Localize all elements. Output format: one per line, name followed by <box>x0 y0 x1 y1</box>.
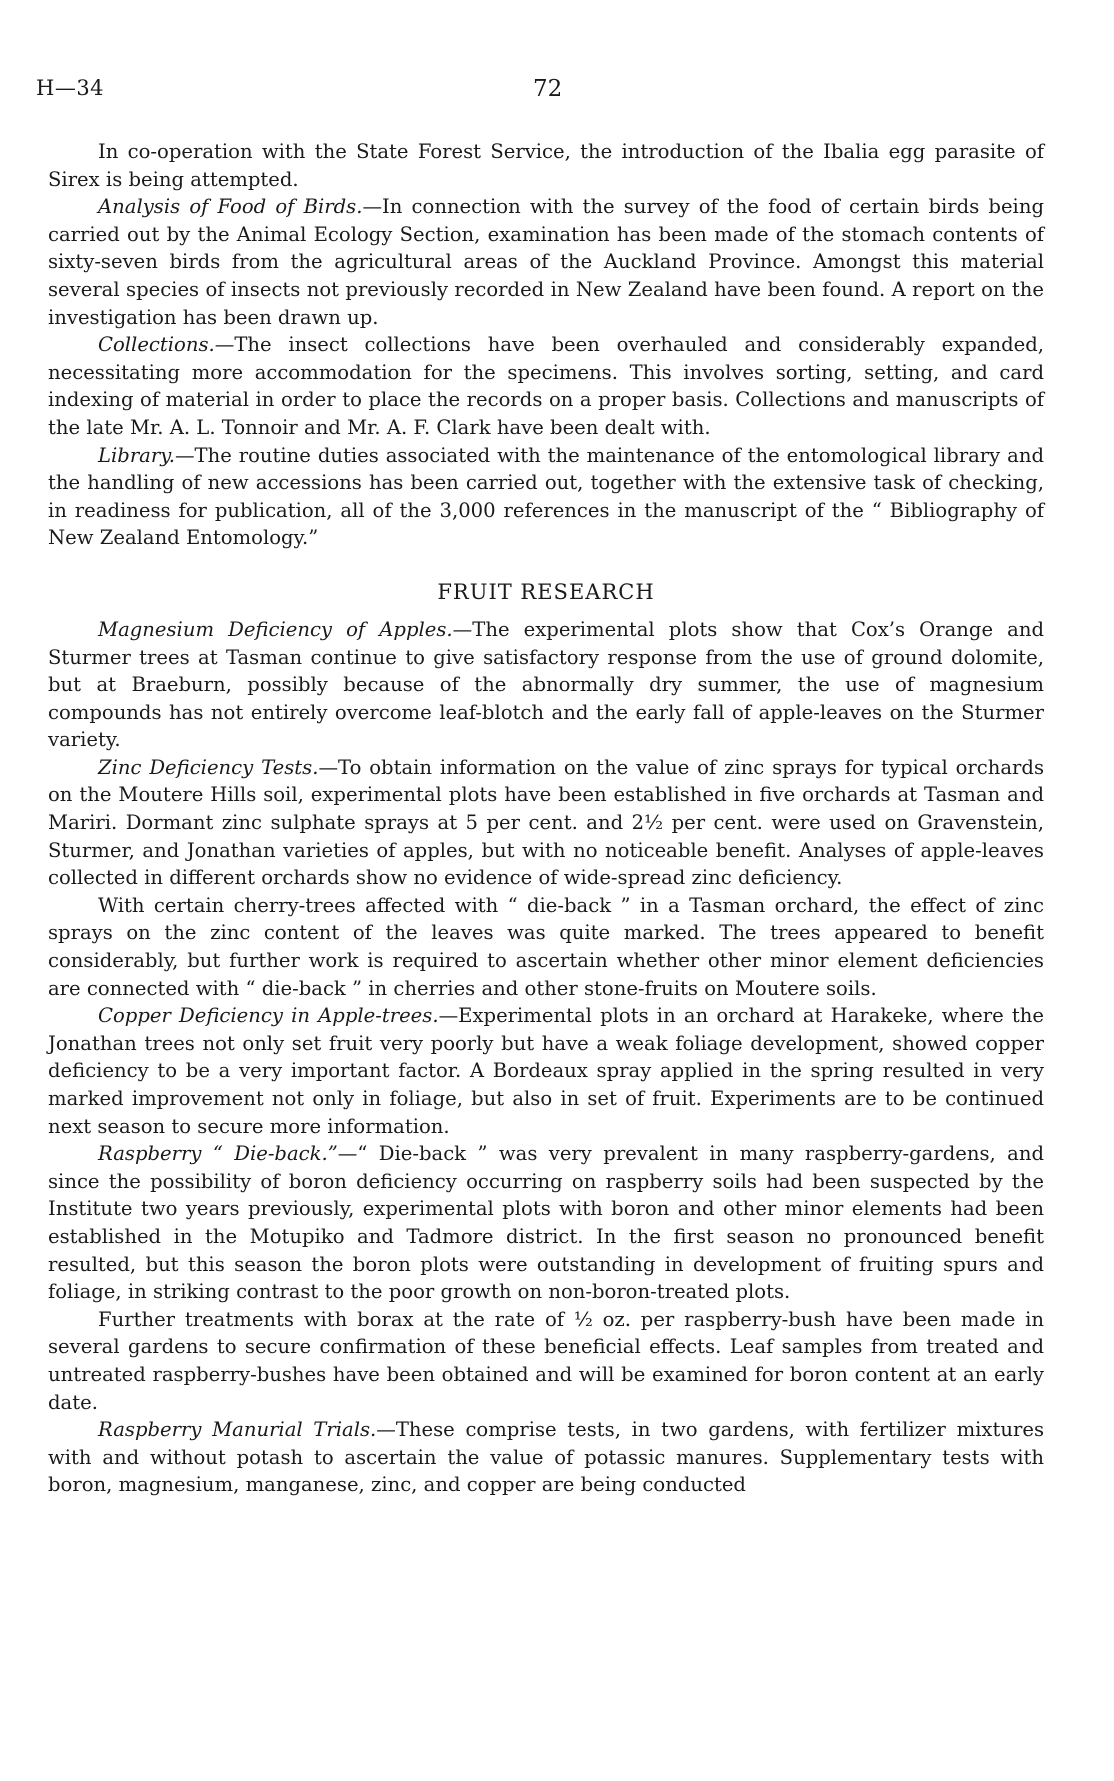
paragraph-magnesium-deficiency <box>48 616 1044 754</box>
paragraph-text: —The insect collections have been overhauled and considerably expanded, necessitating more accommodation for the specimens. This involves sorting, setting, and card indexing of material in order to place the records on a proper basis. Collections and manuscripts of the late Mr. A. L. Tonnoir and Mr. A. F. Clark have been dealt with. <box>48 333 1044 439</box>
paragraph-heading: Zinc Deficiency Tests. <box>98 755 319 779</box>
paragraph-library <box>48 442 1044 552</box>
paragraph-text: Further treatments with borax at the rate of ½ oz. per raspberry-bush have been made in several gardens to secure confirmation of these beneficial effects. Leaf samples from treated and untreated raspberry-bushes have been obtained and will be examined for boron content at an early date. <box>48 1307 1044 1414</box>
paragraph-text: —“ Die-back ” was very prevalent in many raspberry-gardens, and since the possibility of boron deficiency occurring on raspberry soils had been suspected by the Institute two years previously, experimental plots with boron and other minor elements had been established in the Motupiko and Tadmore district. In the first season no pronounced benefit resulted, but this season the boron plots were outstanding in development of fruiting spurs and foliage, in striking contrast to the poor growth on non-boron-treated plots. <box>48 1142 1045 1304</box>
document-reference: H—34 <box>36 76 105 100</box>
paragraph-heading: Collections. <box>98 333 215 357</box>
page-number: 72 <box>533 76 563 102</box>
paragraph-heading: Magnesium Deficiency of Apples. <box>98 617 453 641</box>
paragraph-text: —Experimental plots in an orchard at Harakeke, where the Jonathan trees not only set fruit very poorly but have a weak foliage development, showed copper deficiency to be a very important factor. A Bordeaux spray applied in the spring resulted in very marked improvement not only in foliage, but also in set of fruit. Experiments are to be continued next season to secure more information. <box>48 1004 1044 1138</box>
paragraph-text: —The routine duties associated with the maintenance of the entomological library and the handling of new accessions has been carried out, together with the extensive task of checking, in readiness for publication, all of the 3,000 references in the manuscript of the “ Bibliography of New Zealand Entomology.” <box>48 443 1044 550</box>
paragraph-copper-deficiency <box>48 1002 1044 1140</box>
paragraph-heading: Library. <box>98 443 175 467</box>
paragraph-sirex-parasite: In co-operation with the State Forest Service, the introduction of the Ibalia egg parasite of Sirex is being attempted. <box>48 140 1044 191</box>
paragraph-heading: Copper Deficiency in Apple-trees. <box>98 1004 439 1028</box>
document-body <box>48 138 1044 1499</box>
paragraph-heading: Analysis of Food of Birds. <box>98 195 363 219</box>
paragraph-text: —These comprise tests, in two gardens, with fertilizer mixtures with and without potash to ascertain the value of potassic manures. Supplementary tests with boron, magnesium, manganese, zinc, and copper are being conducted <box>48 1418 1044 1497</box>
section-title-fruit-research: FRUIT RESEARCH <box>437 579 655 604</box>
paragraph-borax-treatments <box>48 1306 1044 1416</box>
paragraph-analysis-food-birds <box>48 193 1044 331</box>
paragraph-text: With certain cherry-trees affected with “ die-back ” in a Tasman orchard, the effect of zinc sprays on the zinc content of the leaves was quite marked. The trees appeared to benefit considerably, but further work is required to ascertain whether other minor element deficiencies are connected with “ die-back ” in cherries and other stone-fruits on Moutere soils. <box>48 893 1044 1000</box>
paragraph-raspberry-die-back <box>48 1140 1044 1306</box>
paragraph-raspberry-manurial-trials <box>48 1416 1044 1499</box>
paragraph-cherry-die-back <box>48 892 1044 1002</box>
paragraph-heading: Raspberry Manurial Trials. <box>98 1418 377 1442</box>
paragraph-zinc-deficiency <box>48 754 1044 892</box>
paragraph-text: —In connection with the survey of the food of certain birds being carried out by the Animal Ecology Section, examination has been made of the stomach contents of sixty-seven birds from the agricultural areas of the Auckland Province. Amongst this material several species of insects not previously recorded in New Zealand have been found. A report on the investigation has been drawn up. <box>48 195 1044 329</box>
paragraph-heading: Raspberry “ Die-back.” <box>98 1142 338 1166</box>
paragraph-collections <box>48 331 1044 441</box>
paragraph-text: —The experimental plots show that Cox’s Orange and Sturmer trees at Tasman continue to give satisfactory response from the use of ground dolomite, but at Braeburn, possibly because of the abnormally dry summer, the use of magnesium compounds has not entirely overcome leaf-blotch and the early fall of apple-leaves on the Sturmer variety. <box>48 617 1044 752</box>
paragraph-text: —To obtain information on the value of zinc sprays for typical orchards on the Moutere Hills soil, experimental plots have been established in five orchards at Tasman and Mariri. Dormant zinc sulphate sprays at 5 per cent. and 2½ per cent. were used on Gravenstein, Sturmer, and Jonathan varieties of apples, but with no noticeable benefit. Analyses of apple-leaves collected in different orchards show no evidence of wide-spread zinc deficiency. <box>48 755 1044 890</box>
